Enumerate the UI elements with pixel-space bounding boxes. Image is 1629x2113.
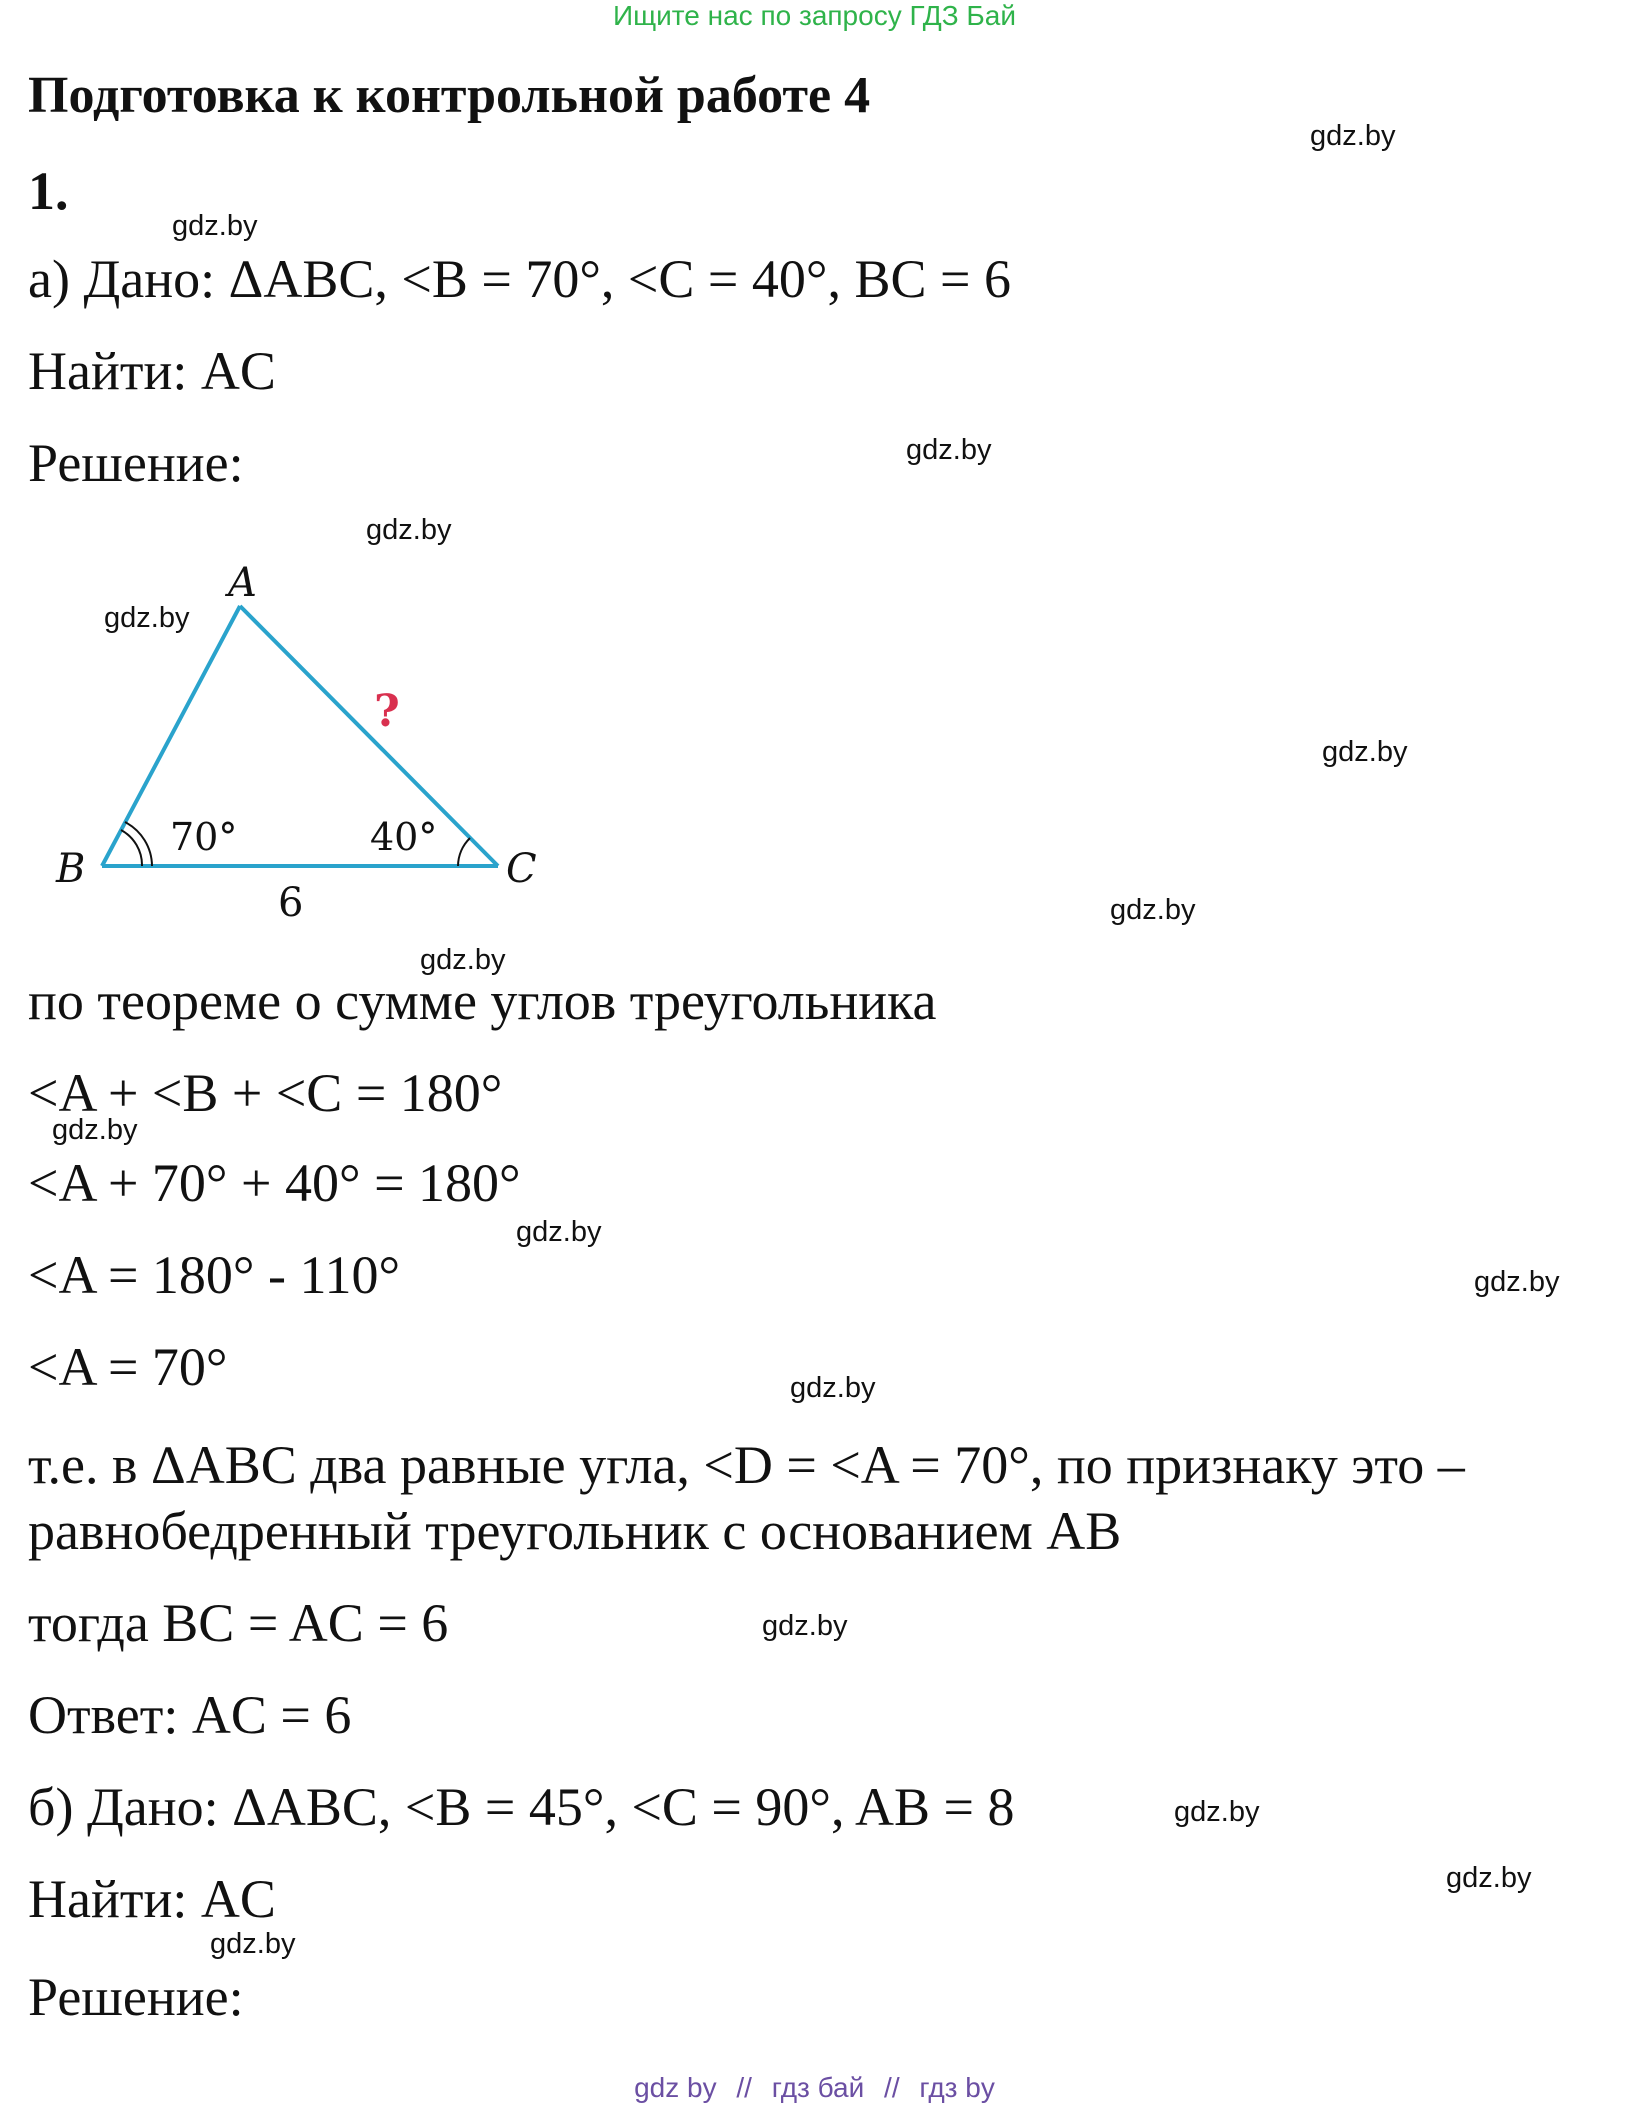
answer-line: Ответ: AC = 6 xyxy=(28,1685,352,1745)
watermark: gdz.by xyxy=(1474,1266,1560,1298)
side-bc-label: 6 xyxy=(278,880,304,926)
part-a-find: Найти: AC xyxy=(28,341,276,401)
solution-line-8: тогда BC = AC = 6 xyxy=(28,1593,449,1653)
solution-line-2: <A + <B + <C = 180° xyxy=(28,1063,503,1123)
page-title: Подготовка к контрольной работе 4 xyxy=(28,67,871,124)
solution-line-6: т.е. в ΔABC два равные угла, <D = <A = 70°, по признаку это – xyxy=(28,1435,1465,1495)
angle-b-arc-outer xyxy=(125,822,152,866)
footer-link-gdz-by-ru[interactable]: гдз by xyxy=(919,2072,995,2103)
solution-line-1: по теореме о сумме углов треугольника xyxy=(28,971,937,1031)
part-b-find: Найти: AC xyxy=(28,1869,276,1929)
watermark: gdz.by xyxy=(1322,736,1408,768)
part-b-solution-label: Решение: xyxy=(28,1967,244,2027)
solution-line-7: равнобедренный треугольник с основанием AB xyxy=(28,1501,1122,1561)
watermark: gdz.by xyxy=(52,1114,138,1146)
watermark: gdz.by xyxy=(420,944,506,976)
angle-b-arc-inner xyxy=(121,830,142,866)
watermark: gdz.by xyxy=(1310,120,1396,152)
vertex-b-label: B xyxy=(56,846,86,892)
solution-line-5: <A = 70° xyxy=(28,1337,228,1397)
vertex-a-label: A xyxy=(228,560,257,606)
watermark: gdz.by xyxy=(1446,1862,1532,1894)
footer-separator: // xyxy=(884,2072,900,2103)
solution-line-4: <A = 180° - 110° xyxy=(28,1245,401,1305)
watermark: gdz.by xyxy=(104,602,190,634)
vertex-c-label: C xyxy=(506,846,537,892)
part-b-given: б) Дано: ΔABC, <B = 45°, <C = 90°, AB = 8 xyxy=(28,1777,1015,1837)
watermark: gdz.by xyxy=(172,210,258,242)
footer-links xyxy=(0,2072,1629,2104)
watermark: gdz.by xyxy=(210,1928,296,1960)
watermark: gdz.by xyxy=(790,1372,876,1404)
footer-separator: // xyxy=(736,2072,752,2103)
top-banner[interactable]: Ищите нас по запросу ГДЗ Бай xyxy=(612,0,1017,31)
task-number: 1. xyxy=(28,161,69,221)
side-ac xyxy=(240,606,498,866)
part-a-solution-label: Решение: xyxy=(28,433,244,493)
watermark: gdz.by xyxy=(906,434,992,466)
angle-c-arc xyxy=(458,838,470,866)
unknown-side-mark: ? xyxy=(374,686,400,737)
solution-line-3: <A + 70° + 40° = 180° xyxy=(28,1153,521,1213)
watermark: gdz.by xyxy=(366,514,452,546)
watermark: gdz.by xyxy=(762,1610,848,1642)
watermark: gdz.by xyxy=(516,1216,602,1248)
part-a-given: а) Дано: ΔABC, <B = 70°, <C = 40°, BC = 6 xyxy=(28,249,1011,309)
angle-c-label: 40° xyxy=(370,815,438,859)
watermark: gdz.by xyxy=(1174,1796,1260,1828)
footer-link-gdz-by[interactable]: gdz by xyxy=(634,2072,717,2103)
footer-link-gdz-bai[interactable]: гдз бай xyxy=(771,2072,865,2103)
watermark: gdz.by xyxy=(1110,894,1196,926)
angle-b-label: 70° xyxy=(170,815,238,859)
